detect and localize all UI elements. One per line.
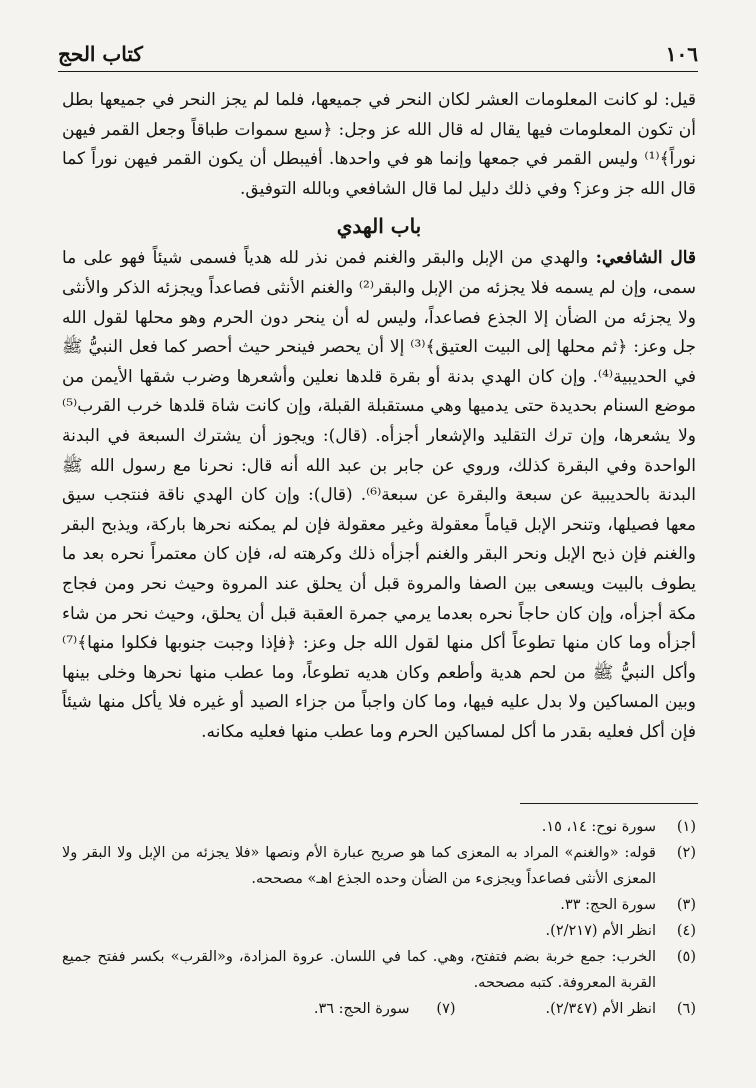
footnote [62, 814, 696, 840]
footnote-number: (٤) [676, 923, 696, 939]
footnote-text: سورة الحج: ٣٣. [560, 897, 656, 913]
footnote [62, 918, 696, 944]
footnote-number: (٦) [676, 1001, 696, 1017]
footnote [62, 892, 696, 918]
footnote-number: (٣) [676, 897, 696, 913]
footnote [62, 944, 696, 996]
book-title: كتاب الحج [58, 42, 143, 66]
footnote-separator [520, 803, 698, 804]
section-title: باب الهدي [336, 214, 422, 239]
footnote-text: سورة الحج: ٣٦. [313, 1001, 410, 1017]
intro-paragraph: قيل: لو كانت المعلومات العشر لكان النحر في جميعها، فلما لم يجز النحر في جميعها بطل أن تكون المعلومات فيها يقال له قال الله عز وجل: ﴿سبع سموات طباقاً وجعل القمر فيهن نوراً﴾⁽¹⁾ وليس القمر في جمعها وإنما هو في واحدها. أفيبطل أن يكون القمر فيهن نوراً كما قال الله جز وعز؟ وفي ذلك دليل لما قال الشافعي وبالله التوفيق. [62, 90, 696, 199]
footnote-text: انظر الأم (٢/٣٤٧). [545, 1001, 656, 1017]
footnote-text: الخرب: جمع خربة بضم فتفتح، وهي. كما في اللسان. عروة المزادة، و«القرب» بكسر ففتح جميع القربة المعروفة. كتبه مصححه. [62, 949, 656, 991]
page-header [58, 34, 698, 72]
main-paragraph [62, 244, 696, 747]
footnote-text: سورة نوح: ١٤، ١٥. [541, 819, 656, 835]
main-lead: قال الشافعي: [595, 248, 696, 269]
main-body: والهدي من الإبل والبقر والغنم فمن نذر لله هدياً فسمى شيئاً فهو على ما سمى، وإن لم يسمه فلا يجزئه من الإبل والبقر⁽²⁾ والغنم الأنثى فصاعداً ويجزئه الذكر والأنثى ولا يجزئه من الضأن إلا الجذع فصاعداً، وليس له أن ينحر دون الحرم وهو محلها لقول الله جل وعز: ﴿ثم محلها إلى البيت العتيق﴾⁽³⁾ إلا أن يحصر فينحر حيث أحصر كما فعل النبيُّ ﷺ في الحديبية⁽⁴⁾. وإن كان الهدي بدنة أو بقرة قلدها نعلين وأشعرها وضرب شقها الأيمن من موضع السنام بحديدة حتى يدميها وهي مستقبلة القبلة، وإن كانت شاة قلدها خرب القرب⁽⁵⁾ ولا يشعرها، وإن ترك التقليد والإشعار أجزأه. (قال): ويجوز أن يشترك السبعة في البدنة الواحدة وفي البقرة كذلك، وروي عن جابر بن عبد الله أنه قال: نحرنا مع رسول الله ﷺ البدنة بالحديبية عن سبعة والبقرة عن سبعة⁽⁶⁾. (قال): وإن كان الهدي ناقة فنتجب سيق معها فصيلها، وتنحر الإبل قياماً معقولة وغير معقولة فإن لم يمكنه نحرها باركة، ويذبح البقر والغنم فإن ذبح الإبل ونحر البقر والغنم أجزأه ذلك وكرهته له، فإن كان معتمراً نحره بعد ما يطوف بالبيت ويسعى بين الصفا والمروة قبل أن يحلق عند المروة وحيث نحر ومن فجاج مكة أجزأه، وإن كان حاجاً نحره بعدما يرمي جمرة العقبة قبل أن يحلق، وحيث نحر من شاء أجزأه وما كان منها تطوعاً أكل منها لقول الله جل وعز: ﴿فإذا وجبت جنوبها فكلوا منها﴾⁽⁷⁾ وأكل النبيُّ ﷺ من لحم هدية وأطعم وكان هديه تطوعاً، وما عطب منها نحرها وخلى بينها وبين المساكين ولا بدل عليه فيها، وما كان واجباً من جزاء الصيد أو غيره فلا يأكل منها شيئاً فإن أكل فعليه بقدر ما أكل لمساكين الحرم وما عطب منها فعليه مكانه. [62, 248, 696, 742]
footnote-text: انظر الأم (٢/٢١٧). [545, 923, 656, 939]
footnote-number: (٥) [676, 949, 696, 965]
footnote-number: (٢) [676, 845, 696, 861]
footnote-number: (٧) [436, 1001, 456, 1017]
page-number: ١٠٦ [665, 42, 698, 66]
footnotes [62, 814, 696, 1022]
footnote-number: (١) [676, 819, 696, 835]
main-text [62, 86, 696, 747]
footnote-text: قوله: «والغنم» المراد به المعزى كما هو صريح عبارة الأم ونصها «فلا يجزئه من الإبل ولا البقر ولا المعزى الأنثى فصاعداً ويجزىء من الضأن وحده الجذع اهـ» مصححه. [62, 845, 656, 887]
footnote [62, 996, 696, 1022]
footnote [62, 840, 696, 892]
